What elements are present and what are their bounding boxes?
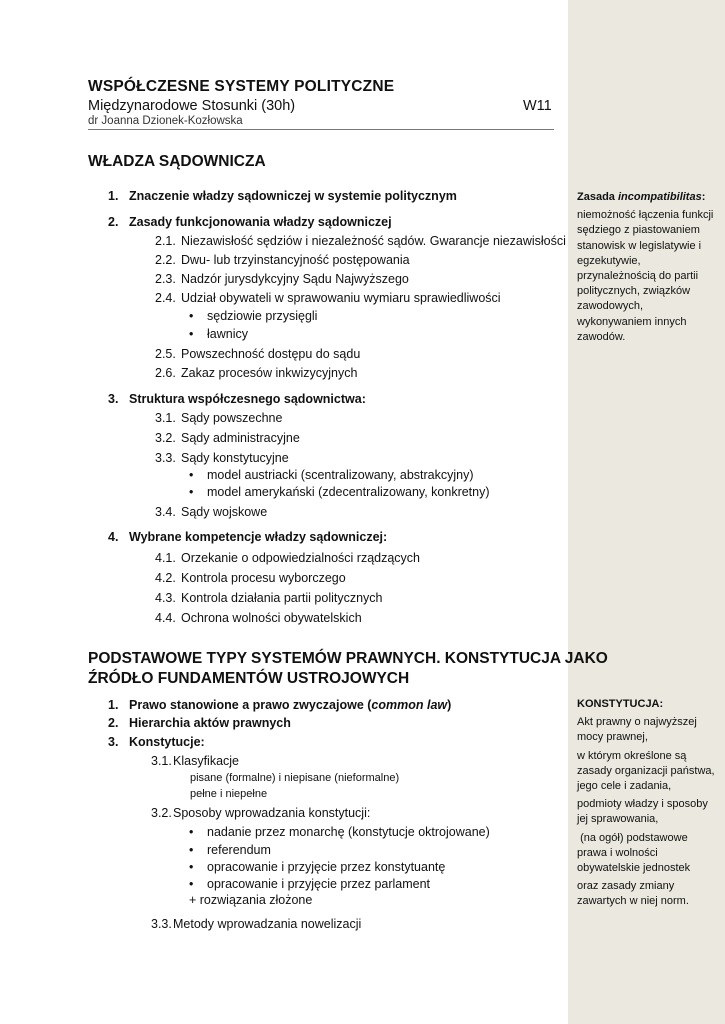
sub-number: 4.3.	[155, 591, 176, 605]
list-item-1	[108, 189, 457, 203]
sub-label: Sądy konstytucyjne	[181, 451, 289, 465]
bullet-item: • sędziowie przysięgli	[189, 309, 318, 323]
sub-label: Kontrola działania partii politycznych	[181, 591, 383, 605]
list-number: 3.	[108, 735, 119, 749]
list-item-2	[108, 215, 392, 229]
classification-line: pełne i niepełne	[190, 788, 268, 800]
sub-label: Kontrola procesu wyborczego	[181, 571, 346, 585]
composite-solutions: + rozwiązania złożone	[189, 893, 313, 907]
sub-item-4-3	[155, 591, 383, 605]
sub-label: Dwu- lub trzyinstancyjność postępowania	[181, 253, 410, 267]
lecture-code: W11	[523, 98, 552, 114]
bullet-label: model austriacki (scentralizowany, abstrakcyjny)	[207, 468, 474, 482]
list-label-italic: common law	[371, 698, 448, 712]
sub-number: 3.4.	[155, 505, 176, 519]
sub-item-4-2	[155, 571, 346, 585]
list-label	[129, 698, 451, 712]
sidebar-note-incompatibilitas	[577, 190, 717, 345]
sidebar-note-constitution	[577, 697, 717, 910]
list-number: 3.	[108, 392, 119, 406]
sub-number: 3.3.	[151, 917, 172, 931]
sub-label: Powszechność dostępu do sądu	[181, 347, 361, 361]
sub-item-4-1	[155, 551, 421, 565]
sub-number: 3.1.	[155, 411, 176, 425]
sub-item-3-1	[151, 754, 239, 768]
sub-label: Ochrona wolności obywatelskich	[181, 611, 362, 625]
bullet-item: • model austriacki (scentralizowany, abstrakcyjny)	[189, 468, 474, 482]
bullet-item: • nadanie przez monarchę (konstytucje oktrojowane)	[189, 825, 490, 839]
sub-number: 2.3.	[155, 272, 176, 286]
sub-item-3-3	[155, 451, 289, 465]
list-label: Hierarchia aktów prawnych	[129, 716, 291, 730]
note-paragraph: podmioty władzy i sposoby jej sprawowania,	[577, 798, 708, 826]
sub-item-3-4	[155, 505, 268, 519]
section-heading-legal-systems-line2: ŹRÓDŁO FUNDAMENTÓW USTROJOWYCH	[88, 670, 410, 687]
sub-item-2-4	[155, 291, 501, 305]
list-number: 4.	[108, 530, 119, 544]
document-title: WSPÓŁCZESNE SYSTEMY POLITYCZNE	[88, 78, 395, 95]
sub-item-3-2	[151, 806, 371, 820]
note-text: niemożność łączenia funkcji sędziego z piastowaniem stanowisk w legislatywie i egzekutywie, przynależnością do partii politycznych, związków zawodowych, wykonywaniem innych zawodów.	[577, 209, 714, 343]
sub-number: 2.6.	[155, 366, 176, 380]
section-heading-legal-systems-line1: PODSTAWOWE TYPY SYSTEMÓW PRAWNYCH. KONSTYTUCJA JAKO	[88, 650, 608, 667]
note-paragraph: (na ogół) podstawowe prawa i wolności obywatelskie jednostek	[577, 831, 691, 875]
bullet-item: • opracowanie i przyjęcie przez parlament	[189, 877, 431, 891]
header-divider	[88, 129, 554, 130]
sub-number: 2.4.	[155, 291, 176, 305]
sub-number: 3.2.	[155, 431, 176, 445]
list-number: 2.	[108, 215, 119, 229]
bullet-item: • ławnicy	[189, 327, 248, 341]
list-label: Wybrane kompetencje władzy sądowniczej:	[129, 530, 388, 544]
sub-number: 4.2.	[155, 571, 176, 585]
list-label: Zasady funkcjonowania władzy sądowniczej	[129, 215, 392, 229]
sub-number: 2.5.	[155, 347, 176, 361]
note-title-part: :	[701, 191, 706, 203]
note-title	[577, 190, 717, 205]
list-item-4	[108, 530, 388, 544]
note-paragraph: w którym określone są zasady organizacji państwa, jego cele i zadania,	[577, 749, 715, 793]
sub-number: 3.1.	[151, 754, 172, 768]
sub-label: Sądy wojskowe	[181, 505, 268, 519]
sub-item-3-1	[155, 411, 283, 425]
sub-item-3-3	[151, 917, 362, 931]
sub-item-2-5	[155, 347, 361, 361]
list-number: 1.	[108, 189, 119, 203]
sub-item-2-1	[155, 234, 566, 248]
sub-label: Orzekanie o odpowiedzialności rządzących	[181, 551, 421, 565]
bullet-label: ławnicy	[207, 327, 248, 341]
sub-label: Klasyfikacje	[173, 754, 239, 768]
sub-number: 2.1.	[155, 234, 176, 248]
list-label: Struktura współczesnego sądownictwa:	[129, 392, 366, 406]
sub-item-4-4	[155, 611, 362, 625]
author: dr Joanna Dzionek-Kozłowska	[88, 115, 243, 127]
sub-label: Zakaz procesów inkwizycyjnych	[181, 366, 358, 380]
sub-label: Sądy powszechne	[181, 411, 283, 425]
sub-label: Nadzór jurysdykcyjny Sądu Najwyższego	[181, 272, 409, 286]
list-item-1	[108, 698, 452, 712]
note-title: KONSTYTUCJA:	[577, 698, 664, 710]
sub-label: Metody wprowadzania nowelizacji	[173, 917, 362, 931]
bullet-item: • referendum	[189, 843, 271, 857]
note-paragraph: Akt prawny o najwyższej mocy prawnej,	[577, 716, 697, 744]
course-subtitle: Międzynarodowe Stosunki (30h)	[88, 98, 296, 114]
note-paragraph: oraz zasady zmiany zawartych w niej norm.	[577, 880, 689, 908]
sub-number: 4.1.	[155, 551, 176, 565]
list-label-part: )	[447, 698, 452, 712]
bullet-label: sędziowie przysięgli	[207, 309, 318, 323]
classification-line: pisane (formalne) i niepisane (nieformalne)	[190, 772, 400, 784]
section-heading-judiciary: WŁADZA SĄDOWNICZA	[88, 153, 266, 170]
sub-item-2-6	[155, 366, 358, 380]
sub-label: Niezawisłość sędziów i niezależność sądów. Gwarancje niezawisłości	[181, 234, 566, 248]
bullet-label: opracowanie i przyjęcie przez parlament	[207, 877, 431, 891]
sub-item-2-2	[155, 253, 410, 267]
note-title-italic: incompatibilitas	[617, 191, 702, 203]
list-item-3	[108, 392, 366, 406]
list-item-2	[108, 716, 291, 730]
sub-label: Udział obywateli w sprawowaniu wymiaru sprawiedliwości	[181, 291, 501, 305]
list-label-part: Prawo stanowione a prawo zwyczajowe (	[129, 698, 372, 712]
list-label: Znaczenie władzy sądowniczej w systemie politycznym	[129, 189, 457, 203]
sub-number: 2.2.	[155, 253, 176, 267]
sub-item-2-3	[155, 272, 409, 286]
list-number: 2.	[108, 716, 119, 730]
note-title-part: Zasada	[577, 191, 618, 203]
bullet-label: model amerykański (zdecentralizowany, konkretny)	[207, 485, 490, 499]
list-number: 1.	[108, 698, 119, 712]
bullet-item: • model amerykański (zdecentralizowany, konkretny)	[189, 485, 490, 499]
bullet-item: • opracowanie i przyjęcie przez konstytuantę	[189, 860, 446, 874]
bullet-label: nadanie przez monarchę (konstytucje oktrojowane)	[207, 825, 490, 839]
sub-label: Sądy administracyjne	[181, 431, 300, 445]
list-item-3	[108, 735, 205, 749]
sub-label: Sposoby wprowadzania konstytucji:	[173, 806, 371, 820]
sub-item-3-2	[155, 431, 300, 445]
sub-number: 3.2.	[151, 806, 172, 820]
list-label: Konstytucje:	[129, 735, 205, 749]
bullet-label: referendum	[207, 843, 271, 857]
sub-number: 3.3.	[155, 451, 176, 465]
bullet-label: opracowanie i przyjęcie przez konstytuantę	[207, 860, 446, 874]
sub-number: 4.4.	[155, 611, 176, 625]
